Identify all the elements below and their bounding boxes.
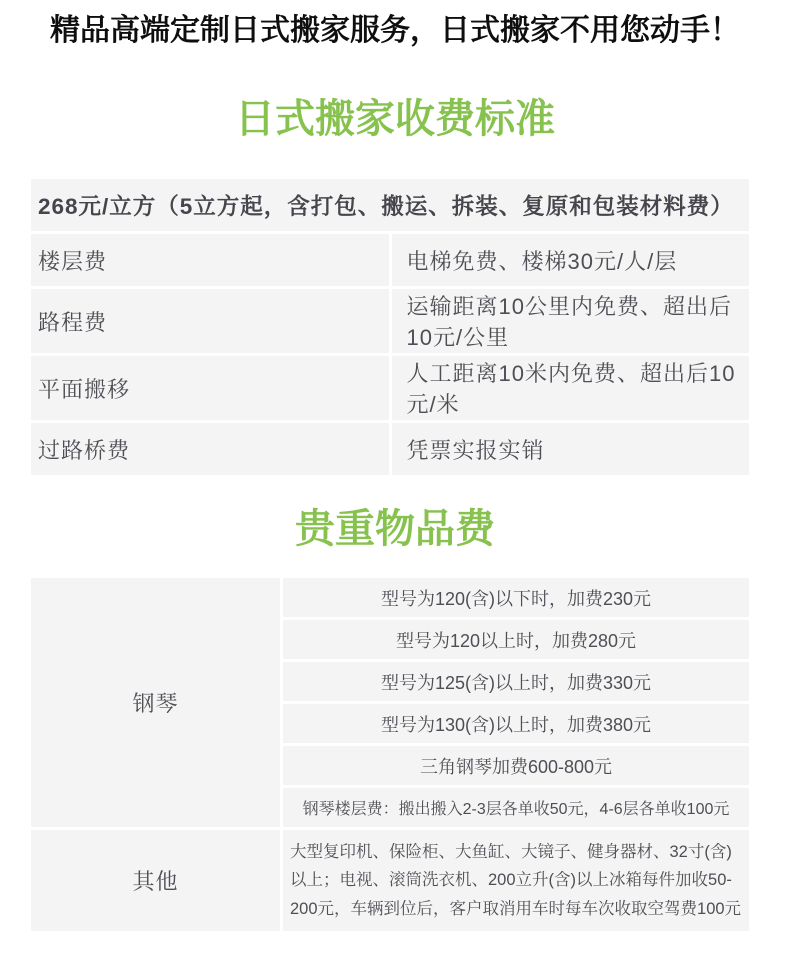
piano-label-cell: 钢琴 xyxy=(30,577,282,829)
table-row xyxy=(30,233,751,288)
piano-detail-cell: 型号为130(含)以上时，加费380元 xyxy=(282,703,751,745)
page-title: 精品高端定制日式搬家服务，日式搬家不用您动手！ xyxy=(50,14,740,47)
piano-detail-cell: 型号为125(含)以上时，加费330元 xyxy=(282,661,751,703)
table-row xyxy=(30,577,751,619)
moving-fee-table xyxy=(28,176,752,478)
piano-detail-cell: 三角钢琴加费600-800元 xyxy=(282,745,751,787)
row-label: 平面搬移 xyxy=(30,355,391,422)
row-label: 路程费 xyxy=(30,288,391,355)
row-label: 过路桥费 xyxy=(30,422,391,477)
other-detail-cell: 大型复印机、保险柜、大鱼缸、大镜子、健身器材、32寸(含)以上；电视、滚筒洗衣机、200立升(含)以上冰箱每件加收50-200元，车辆到位后，客户取消用车时每车次收取空驾费100元 xyxy=(282,829,751,933)
row-value: 运输距离10公里内免费、超出后10元/公里 xyxy=(390,288,751,355)
piano-detail-cell: 型号为120(含)以下时，加费230元 xyxy=(282,577,751,619)
row-label: 楼层费 xyxy=(30,233,391,288)
base-price-row xyxy=(30,178,751,233)
table-row xyxy=(30,422,751,477)
row-value: 电梯免费、楼梯30元/人/层 xyxy=(390,233,751,288)
section-title-valuables-fee: 贵重物品费 xyxy=(295,507,495,551)
other-label-cell: 其他 xyxy=(30,829,282,933)
valuables-fee-table xyxy=(28,575,752,934)
table-row xyxy=(30,829,751,933)
section-title-moving-fee: 日式搬家收费标准 xyxy=(235,97,555,141)
piano-floor-fee-cell: 钢琴楼层费：搬出搬入2-3层各单收50元，4-6层各单收100元 xyxy=(282,787,751,829)
base-price-cell: 268元/立方（5立方起，含打包、搬运、拆装、复原和包装材料费） xyxy=(30,178,751,233)
row-value: 凭票实报实销 xyxy=(390,422,751,477)
row-value: 人工距离10米内免费、超出后10元/米 xyxy=(390,355,751,422)
piano-detail-cell: 型号为120以上时，加费280元 xyxy=(282,619,751,661)
table-row xyxy=(30,288,751,355)
table-row xyxy=(30,355,751,422)
